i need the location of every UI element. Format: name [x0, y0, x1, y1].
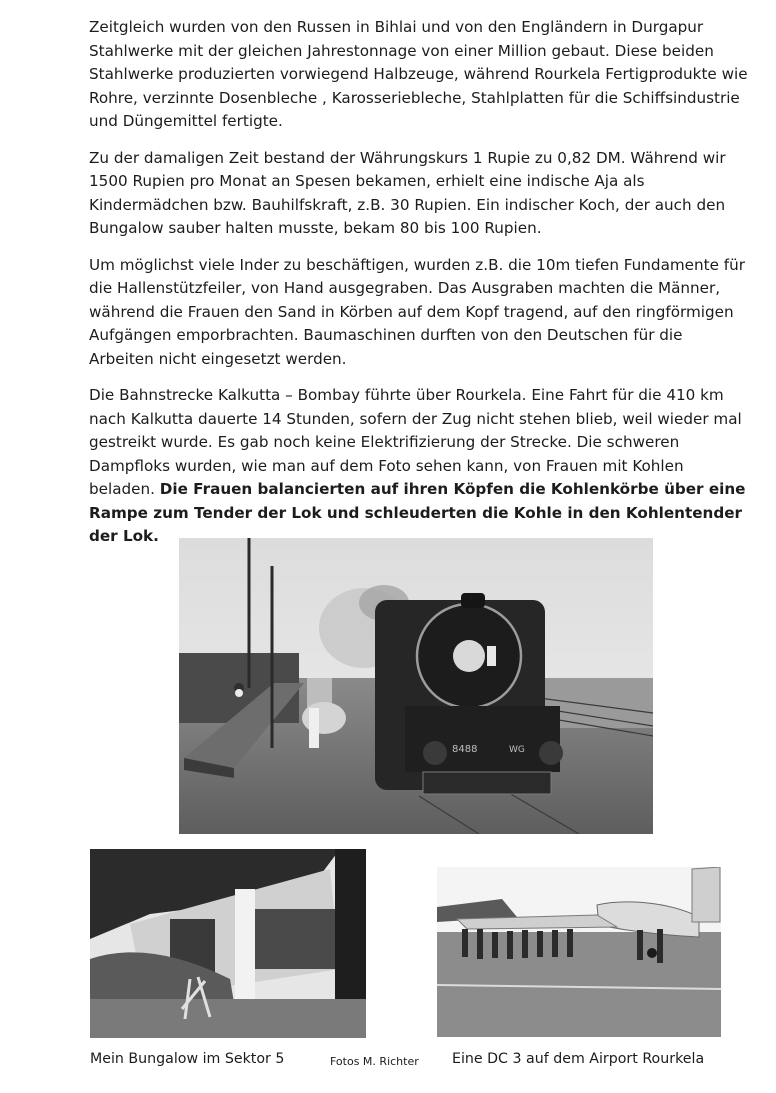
paragraph-1: Zeitgleich wurden von den Russen in Bihlai und von den Engländern in Durgapur Stahlwerke mit der gleichen Jahrestonnage von einer Million gebaut. Diese beiden Stahlwerke produzierten vorwiegend Halbzeuge, während Rourkela Fertigprodukte wie Rohre, verzinnte Dosenbleche , Karosseriebleche, Stahlplatten für die Schiffsindustrie und Düngemittel fertigte.: [89, 18, 748, 130]
paragraph-4-text: Die Bahnstrecke Kalkutta – Bombay führte über Rourkela. Eine Fahrt für die 410 km nach Kalkutta dauerte 14 Stunden, sofern der Zug nicht stehen blieb, weil wieder mal gestreikt wurde. Es gab noch keine Elektrifizierung der Strecke. Die schweren Dampfloks wurden, wie man auf dem Foto sehen kann, von Frauen mit Kohlen beladen.: [89, 386, 742, 498]
article-text: [89, 16, 749, 562]
paragraph-4: [89, 384, 749, 549]
caption-airport: Eine DC 3 auf dem Airport Rourkela: [452, 1051, 705, 1067]
paragraph-2: Zu der damaligen Zeit bestand der Währungskurs 1 Rupie zu 0,82 DM. Während wir 1500 Rupien pro Monat an Spesen bekamen, erhielt eine indische Aja als Kindermädchen bzw. Bauhilfskraft, z.B. 30 Rupien. Ein indischer Koch, der auch den Bungalow sauber halten musste, bekam 80 bis 100 Rupien.: [89, 148, 726, 237]
caption-bungalow: Mein Bungalow im Sektor 5: [90, 1051, 285, 1067]
photo-dc3-airport: [437, 867, 721, 1037]
photo-steam-locomotive: [179, 538, 653, 834]
paragraph-3: Um möglichst viele Inder zu beschäftigen, wurden z.B. die 10m tiefen Fundamente für die Hallenstützfeiler, von Hand ausgegraben. Das Ausgraben machten die Männer, während die Frauen den Sand in Körben auf dem Kopf tragend, auf den ringförmigen Aufgängen emporbrachten. Baumaschinen durften von den Deutschen für die Arbeiten nicht eingesetzt werden.: [89, 255, 745, 368]
photo-bungalow: [90, 849, 366, 1038]
locomotive-class-mark: WG: [509, 745, 525, 755]
paragraph-4-bold: Die Frauen balancierten auf ihren Köpfen die Kohlenkörbe über eine Rampe zum Tender der Lok und schleuderten die Kohle in den Kohlentender der Lok.: [89, 480, 746, 545]
photo-credit: Fotos M. Richter: [330, 1055, 419, 1068]
locomotive-number: 8488: [452, 744, 478, 755]
